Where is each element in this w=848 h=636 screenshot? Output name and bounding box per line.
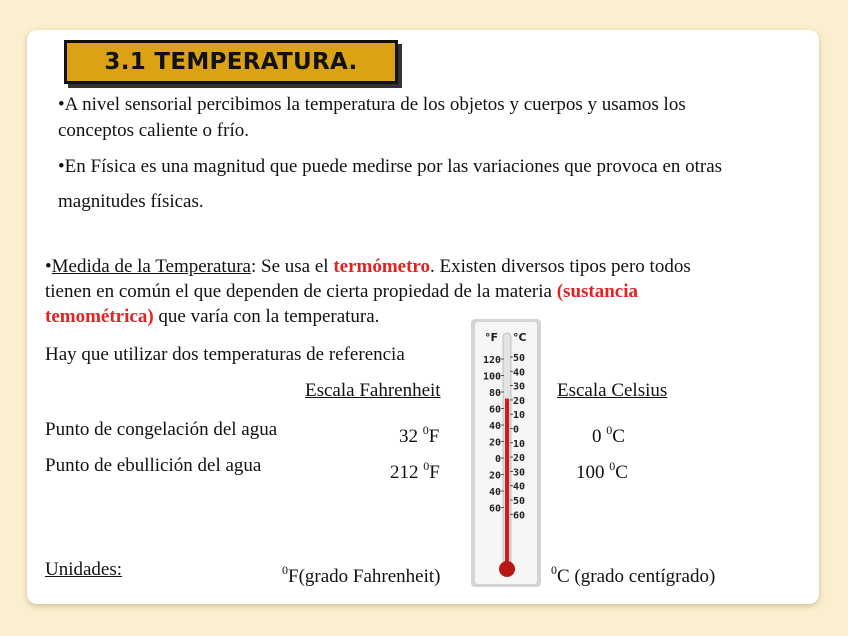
- c-tick-label: 50: [513, 353, 526, 364]
- celsius-header: Escala Celsius: [557, 380, 668, 401]
- c-tick-label: 30: [513, 467, 526, 479]
- f-tick-label: 20: [488, 470, 501, 482]
- c-tick-label: 0: [513, 424, 520, 436]
- reference-text: Hay que utilizar dos temperaturas de referencia: [45, 344, 405, 365]
- c-tick-label: 40: [513, 481, 526, 493]
- row-freezing-c: 0 $^0$C: [592, 423, 625, 447]
- c-tick-label: 10: [513, 410, 526, 422]
- c-tick-label: 50: [513, 496, 526, 507]
- row-boiling-c: 100 $^0$C: [576, 459, 628, 483]
- measure-text-2: . Existen diversos tipos pero todos: [430, 256, 691, 277]
- measure-paragraph: [45, 254, 691, 329]
- f-tick-label: 20: [488, 437, 501, 449]
- units-celsius: $^0$C (grado centígrado): [551, 563, 716, 587]
- bullet2-line1: •En Física es una magnitud que puede medirse por las variaciones que provoca en otras: [58, 156, 723, 177]
- thermometer-image: [471, 319, 541, 587]
- bullet-fisica: [58, 154, 722, 215]
- measure-heading: Medida de la Temperatura: [51, 256, 251, 277]
- mercury-column: [505, 399, 509, 565]
- bullet1-line2: conceptos caliente o frío.: [58, 120, 249, 141]
- c-tick-label: 30: [513, 381, 526, 393]
- celsius-symbol: °C: [513, 331, 527, 344]
- c-tick-label: 20: [513, 453, 526, 465]
- bullet1-line1: •A nivel sensorial percibimos la temperatura de los objetos y cuerpos y usamos los: [58, 94, 686, 115]
- bullet-sensorial: [58, 92, 686, 144]
- sustancia-term: (sustancia: [556, 281, 639, 302]
- measure-line3: que varía con la temperatura.: [153, 306, 380, 327]
- f-tick-label: 40: [488, 487, 501, 498]
- row-freezing-f: 32 $^0$F: [399, 423, 440, 447]
- measure-line2: tienen en común el que dependen de cierta propiedad de la materia: [45, 281, 557, 302]
- slide-title: 3.1 TEMPERATURA.: [64, 40, 398, 84]
- f-tick-label: 0: [494, 454, 501, 465]
- measure-dot: •: [45, 256, 52, 277]
- termometro-term: termómetro: [333, 256, 431, 277]
- fahrenheit-header: Escala Fahrenheit: [305, 380, 441, 401]
- f-tick-label: 120: [482, 355, 501, 366]
- c-tick-label: 10: [513, 438, 526, 450]
- fahrenheit-symbol: °F: [485, 331, 499, 344]
- units-label: Unidades:: [45, 559, 123, 580]
- f-tick-label: 80: [488, 388, 501, 399]
- mercury-bulb: [499, 561, 515, 577]
- c-tick-label: 60: [513, 510, 526, 522]
- units-fahrenheit: $^0$F(grado Fahrenheit): [282, 563, 441, 587]
- temometrica-term: temométrica): [45, 306, 154, 327]
- f-tick-label: 100: [482, 371, 501, 383]
- f-tick-label: 60: [488, 503, 501, 515]
- f-tick-label: 60: [488, 404, 501, 416]
- c-tick-label: 40: [513, 367, 526, 379]
- measure-text-1: : Se usa el: [250, 256, 334, 277]
- bullet2-line2: magnitudes físicas.: [58, 191, 204, 212]
- f-tick-label: 40: [488, 421, 501, 432]
- c-tick-label: 20: [513, 395, 526, 407]
- row-boiling-f: 212 $^0$F: [390, 459, 440, 483]
- row-boiling-label: Punto de ebullición del agua: [45, 455, 262, 476]
- row-freezing-label: Punto de congelación del agua: [45, 419, 278, 440]
